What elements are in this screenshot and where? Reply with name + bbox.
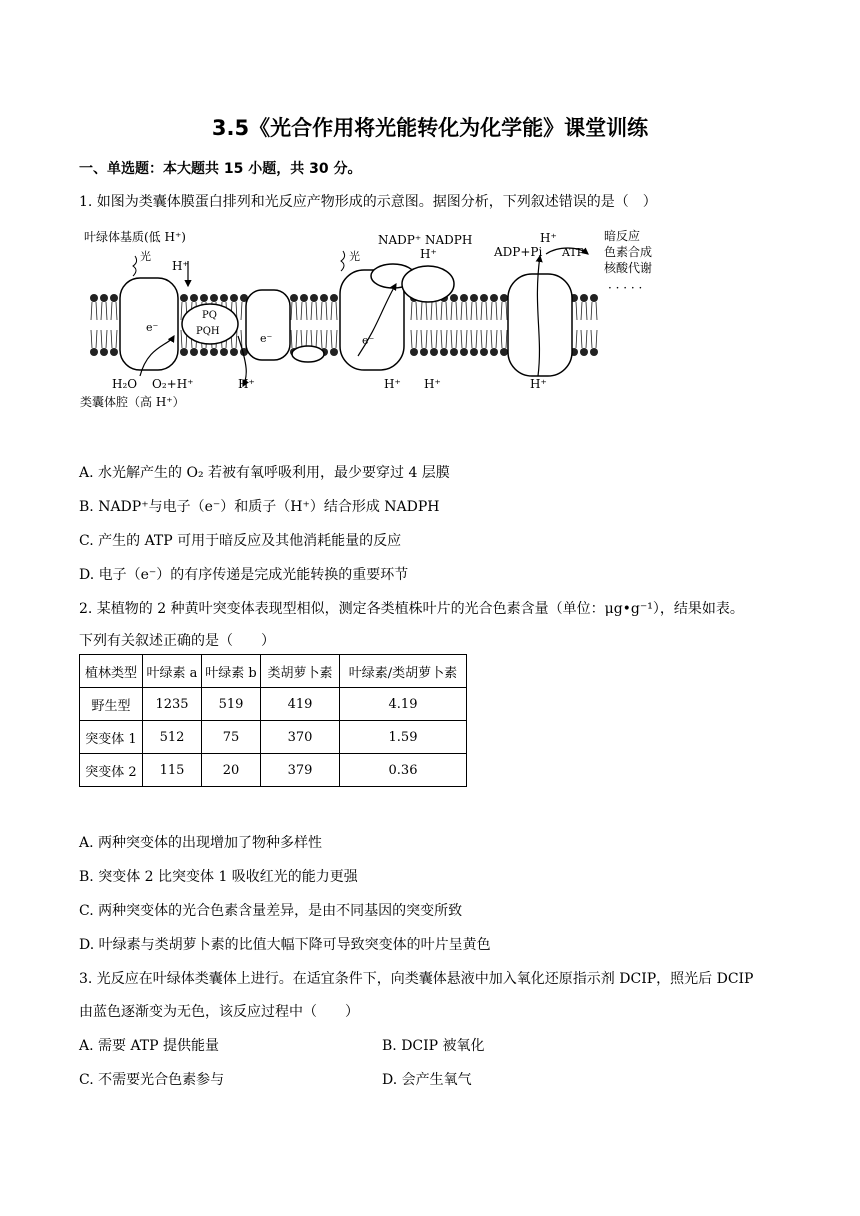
table-cell: 野生型 <box>80 688 143 721</box>
table-cell: 0.36 <box>340 754 467 787</box>
q3-option-a: A. 需要 ATP 提供能量 <box>79 1038 220 1054</box>
q3-option-b: B. DCIP 被氧化 <box>382 1038 485 1054</box>
table-cell: 75 <box>202 721 261 754</box>
lipid-tail <box>291 302 297 320</box>
h-label-nadp: H⁺ <box>420 247 437 261</box>
dark-reaction-label: 暗反应 <box>604 229 641 243</box>
lipid-tail <box>91 302 97 320</box>
lipid-head <box>430 348 438 356</box>
table-cell: 突变体 2 <box>80 754 143 787</box>
lipid-head <box>470 294 478 302</box>
lipid-tail <box>451 330 457 348</box>
lipid-tail <box>441 330 447 348</box>
lipid-tail <box>411 330 417 348</box>
lipid-head <box>190 348 198 356</box>
lipid-head <box>230 294 238 302</box>
lipid-tail <box>91 330 97 348</box>
lipid-tail <box>311 302 317 320</box>
lipid-head <box>220 294 228 302</box>
table-cell: 379 <box>261 754 340 787</box>
nucleic-acid-label: 核酸代谢 <box>604 261 653 275</box>
page-title: 3.5《光合作用将光能转化为化学能》课堂训练 <box>211 116 649 140</box>
table-cell: 4.19 <box>340 688 467 721</box>
lipid-head <box>500 294 508 302</box>
q3-stem-2: 由蓝色逐渐变为无色，该反应过程中（ ） <box>79 1004 359 1020</box>
lipid-tail <box>321 330 327 348</box>
electron-label-2: e⁻ <box>260 332 273 345</box>
lipid-tail <box>501 302 507 320</box>
h-label-lumen-4: H⁺ <box>530 377 547 391</box>
atp-label: ATP <box>562 246 585 259</box>
lipid-head <box>230 348 238 356</box>
table-header: 植林类型 <box>80 655 143 688</box>
lipid-tail <box>451 302 457 320</box>
q3-option-d: D. 会产生氧气 <box>382 1072 472 1088</box>
table-header: 叶绿素 a <box>143 655 202 688</box>
table-row <box>80 688 467 721</box>
table-header-row <box>80 655 467 688</box>
adp-label: ADP+Pi <box>494 245 543 259</box>
table-cell: 519 <box>202 688 261 721</box>
lipid-head <box>110 294 118 302</box>
lipid-head <box>100 294 108 302</box>
table-row <box>80 754 467 787</box>
lipid-head <box>450 348 458 356</box>
lipid-tail <box>311 330 317 348</box>
lipid-head <box>440 348 448 356</box>
q3-stem-1: 3. 光反应在叶绿体类囊体上进行。在适宜条件下，向类囊体悬液中加入氧化还原指示剂 DCIP，照光后 DCIP <box>79 971 754 987</box>
lipid-head <box>480 294 488 302</box>
lipid-head <box>180 348 188 356</box>
q3-option-c: C. 不需要光合色素参与 <box>79 1072 225 1088</box>
lipid-tail <box>101 330 107 348</box>
lipid-tail <box>441 302 447 320</box>
table-cell: 1235 <box>143 688 202 721</box>
lipid-tail <box>111 330 117 348</box>
h-label-lumen-2: H⁺ <box>384 377 401 391</box>
lipid-head <box>190 294 198 302</box>
nadp-reductase <box>402 266 454 302</box>
q1-option-a: A. 水光解产生的 O₂ 若被有氧呼吸利用，最少要穿过 4 层膜 <box>79 465 450 481</box>
lipid-tail <box>581 330 587 348</box>
lipid-head <box>320 294 328 302</box>
lipid-tail <box>421 330 427 348</box>
lipid-tail <box>411 302 417 320</box>
q2-option-c: C. 两种突变体的光合色素含量差异，是由不同基因的突变所致 <box>79 903 463 919</box>
lipid-tail <box>301 302 307 320</box>
lipid-tail <box>421 302 427 320</box>
table-header: 叶绿素/类胡萝卜素 <box>340 655 467 688</box>
lipid-head <box>290 294 298 302</box>
thylakoid-membrane-diagram <box>78 226 668 416</box>
lipid-tail <box>321 302 327 320</box>
lipid-tail <box>431 330 437 348</box>
lipid-head <box>490 294 498 302</box>
ellipsis-label: · · · · · <box>608 281 643 295</box>
lipid-tail <box>331 302 337 320</box>
pigment-synthesis-label: 色素合成 <box>604 245 653 259</box>
lipid-head <box>500 348 508 356</box>
lipid-tail <box>471 302 477 320</box>
lipid-head <box>480 348 488 356</box>
lipid-head <box>220 348 228 356</box>
lipid-tail <box>491 302 497 320</box>
lipid-head <box>460 348 468 356</box>
q1-stem: 1. 如图为类囊体膜蛋白排列和光反应产物形成的示意图。据图分析，下列叙述错误的是（ ） <box>79 194 657 210</box>
table-header: 叶绿素 b <box>202 655 261 688</box>
lipid-head <box>330 294 338 302</box>
lipid-head <box>90 294 98 302</box>
h-label-atp: H⁺ <box>540 231 557 245</box>
section-heading: 一、单选题：本大题共 15 小题，共 30 分。 <box>79 161 362 177</box>
lipid-head <box>110 348 118 356</box>
lipid-head <box>200 294 208 302</box>
lipid-head <box>210 348 218 356</box>
lipid-head <box>90 348 98 356</box>
h-label-stroma: H⁺ <box>172 259 189 273</box>
lipid-tail <box>111 302 117 320</box>
table-cell: 突变体 1 <box>80 721 143 754</box>
lipid-head <box>330 348 338 356</box>
table-cell: 370 <box>261 721 340 754</box>
lipid-tail <box>481 302 487 320</box>
lipid-head <box>460 294 468 302</box>
q1-option-d: D. 电子（e⁻）的有序传递是完成光能转换的重要环节 <box>79 567 409 583</box>
lipid-tail <box>471 330 477 348</box>
lipid-head <box>470 348 478 356</box>
h-label-lumen-1: H⁺ <box>238 377 255 391</box>
lipid-tail <box>431 302 437 320</box>
lipid-tail <box>491 330 497 348</box>
lipid-head <box>450 294 458 302</box>
lipid-head <box>300 294 308 302</box>
table-cell: 115 <box>143 754 202 787</box>
lipid-head <box>590 294 598 302</box>
lipid-head <box>490 348 498 356</box>
lipid-tail <box>101 302 107 320</box>
h2o-label: H₂O <box>112 377 138 391</box>
light-label-1: 光 <box>140 250 151 263</box>
q2-option-d: D. 叶绿素与类胡萝卜素的比值大幅下降可导致突变体的叶片呈黄色 <box>79 937 491 953</box>
lipid-head <box>410 348 418 356</box>
lipid-head <box>420 348 428 356</box>
lipid-tail <box>591 302 597 320</box>
table-cell: 419 <box>261 688 340 721</box>
q2-stem-1: 2. 某植物的 2 种黄叶突变体表现型相似，测定各类植株叶片的光合色素含量（单位：μg•g⁻¹），结果如表。 <box>79 601 744 617</box>
lipid-tail <box>461 302 467 320</box>
table-header: 类胡萝卜素 <box>261 655 340 688</box>
lipid-tail <box>591 330 597 348</box>
stroma-label: 叶绿体基质(低 H⁺) <box>84 230 186 244</box>
lipid-tail <box>461 330 467 348</box>
pqh-label: PQH <box>196 326 220 337</box>
o2-label: O₂+H⁺ <box>152 377 194 391</box>
electron-label-3: e⁻ <box>362 334 375 347</box>
lipid-tail <box>501 330 507 348</box>
q2-option-a: A. 两种突变体的出现增加了物种多样性 <box>79 835 323 851</box>
lipid-tail <box>581 302 587 320</box>
lipid-tail <box>481 330 487 348</box>
lipid-head <box>210 294 218 302</box>
q1-option-c: C. 产生的 ATP 可用于暗反应及其他消耗能量的反应 <box>79 533 402 549</box>
atp-synthase <box>508 274 572 376</box>
table-cell: 20 <box>202 754 261 787</box>
q1-option-b: B. NADP⁺与电子（e⁻）和质子（H⁺）结合形成 NADPH <box>79 499 440 515</box>
lipid-head <box>580 294 588 302</box>
h-label-lumen-3: H⁺ <box>424 377 441 391</box>
lipid-tail <box>291 330 297 348</box>
lipid-head <box>580 348 588 356</box>
pigment-table <box>79 654 467 787</box>
nadp-label: NADP⁺ NADPH <box>378 233 473 247</box>
q2-stem-2: 下列有关叙述正确的是（ ） <box>79 633 275 649</box>
lipid-tail <box>331 330 337 348</box>
table-cell: 1.59 <box>340 721 467 754</box>
electron-label-1: e⁻ <box>146 321 159 334</box>
q2-option-b: B. 突变体 2 比突变体 1 吸收红光的能力更强 <box>79 869 358 885</box>
lipid-head <box>100 348 108 356</box>
table-row <box>80 721 467 754</box>
lipid-head <box>200 348 208 356</box>
pq-label: PQ <box>202 310 217 321</box>
lipid-head <box>310 294 318 302</box>
table-cell: 512 <box>143 721 202 754</box>
lumen-label: 类囊体腔（高 H⁺） <box>80 395 185 409</box>
lipid-head <box>590 348 598 356</box>
lipid-head <box>180 294 188 302</box>
light-label-2: 光 <box>349 250 360 263</box>
